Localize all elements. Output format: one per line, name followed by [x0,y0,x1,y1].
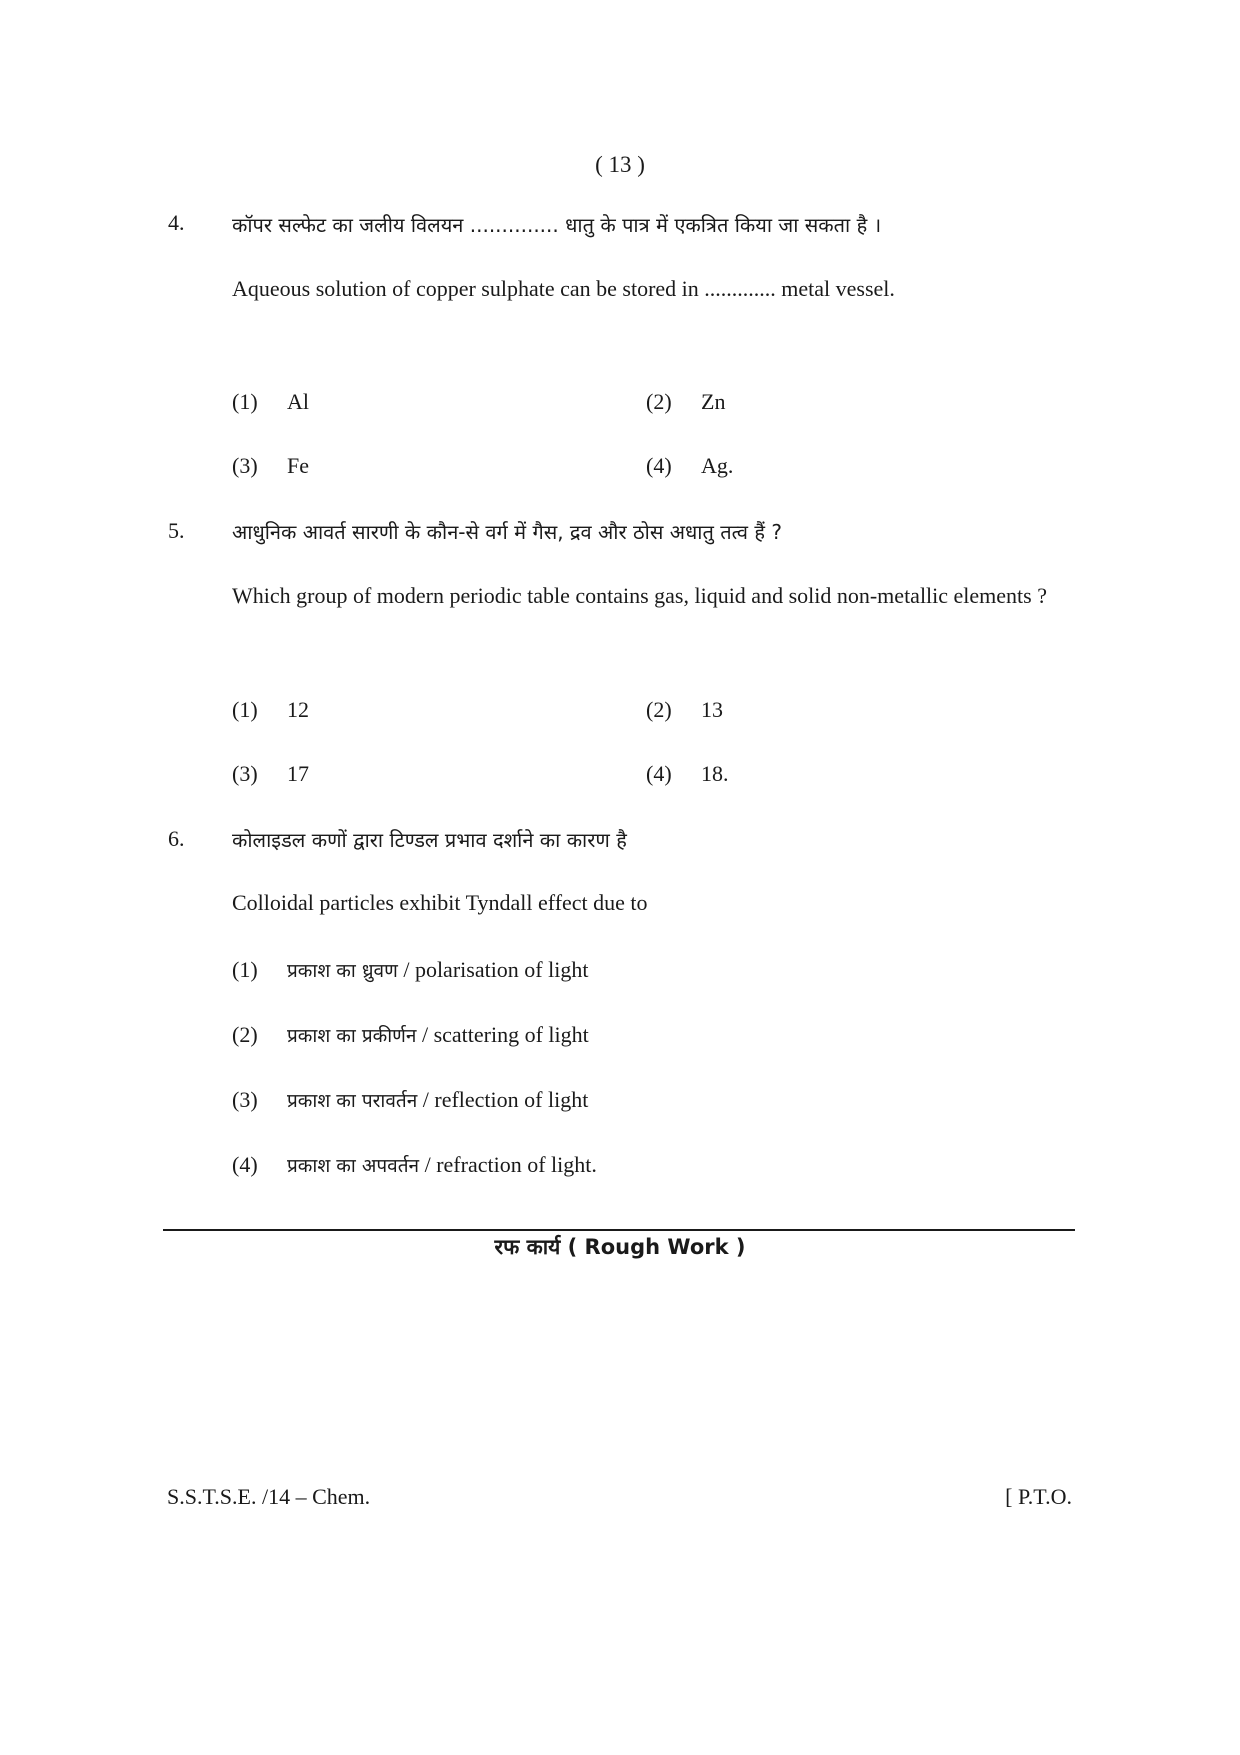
option-text: / polarisation of light [403,957,589,982]
option-label: (4) [646,761,672,786]
option-4[interactable] [646,761,729,787]
option-1[interactable] [232,697,309,723]
option-label: (2) [232,1022,258,1047]
option-text: Zn [701,389,726,414]
option-text-hindi: प्रकाश का प्रकीर्णन [287,1025,417,1047]
divider [163,1229,1075,1231]
footer-code: S.S.T.S.E. /14 – Chem. [167,1484,371,1509]
option-3[interactable] [232,761,309,787]
option-text: Fe [287,453,309,478]
option-text: / scattering of light [421,1022,589,1047]
option-text-hindi: प्रकाश का परावर्तन [287,1090,418,1112]
option-2[interactable] [232,1022,589,1048]
page-number: ( 13 ) [595,152,645,177]
option-text: / refraction of light. [424,1152,597,1177]
option-label: (3) [232,1087,258,1112]
option-label: (3) [232,761,258,786]
option-2[interactable] [646,697,723,723]
option-1[interactable] [232,957,588,983]
option-label: (2) [646,697,672,722]
option-3[interactable] [232,453,309,479]
option-text: 18. [701,761,729,786]
question-number: 5. [168,518,185,543]
option-2[interactable] [646,389,725,415]
option-label: (1) [232,697,258,722]
option-label: (1) [232,389,258,414]
option-text: Al [287,389,309,414]
question-number: 6. [168,826,185,851]
rough-work-heading: रफ कार्य ( Rough Work ) [494,1235,746,1259]
option-text: Ag. [701,453,734,478]
option-1[interactable] [232,389,309,415]
option-4[interactable] [232,1152,597,1178]
question-text-english: Colloidal particles exhibit Tyndall effect due to [232,890,648,915]
option-3[interactable] [232,1087,588,1113]
option-text-hindi: प्रकाश का ध्रुवण [287,960,398,982]
question-text-hindi: कोलाइडल कणों द्वारा टिण्डल प्रभाव दर्शाने का कारण है [232,828,627,852]
question-text-hindi: आधुनिक आवर्त सारणी के कौन-से वर्ग में गैस, द्रव और ठोस अधातु तत्व हैं ? [232,520,782,544]
option-label: (3) [232,453,258,478]
option-text: 13 [701,697,723,722]
option-4[interactable] [646,453,733,479]
option-label: (4) [646,453,672,478]
option-text: / reflection of light [422,1087,589,1112]
option-label: (1) [232,957,258,982]
option-text: 12 [287,697,309,722]
option-text: 17 [287,761,309,786]
option-label: (2) [646,389,672,414]
option-label: (4) [232,1152,258,1177]
question-text-hindi: कॉपर सल्फेट का जलीय विलयन .............. धातु के पात्र में एकत्रित किया जा सकता है । [232,213,882,237]
question-text-english: Aqueous solution of copper sulphate can be stored in ............. metal vessel. [232,276,895,301]
option-text-hindi: प्रकाश का अपवर्तन [287,1155,420,1177]
question-text-english: Which group of modern periodic table contains gas, liquid and solid non-metallic elements ? [232,583,1047,608]
question-number: 4. [168,210,185,235]
footer-pto: [ P.T.O. [1005,1484,1072,1509]
